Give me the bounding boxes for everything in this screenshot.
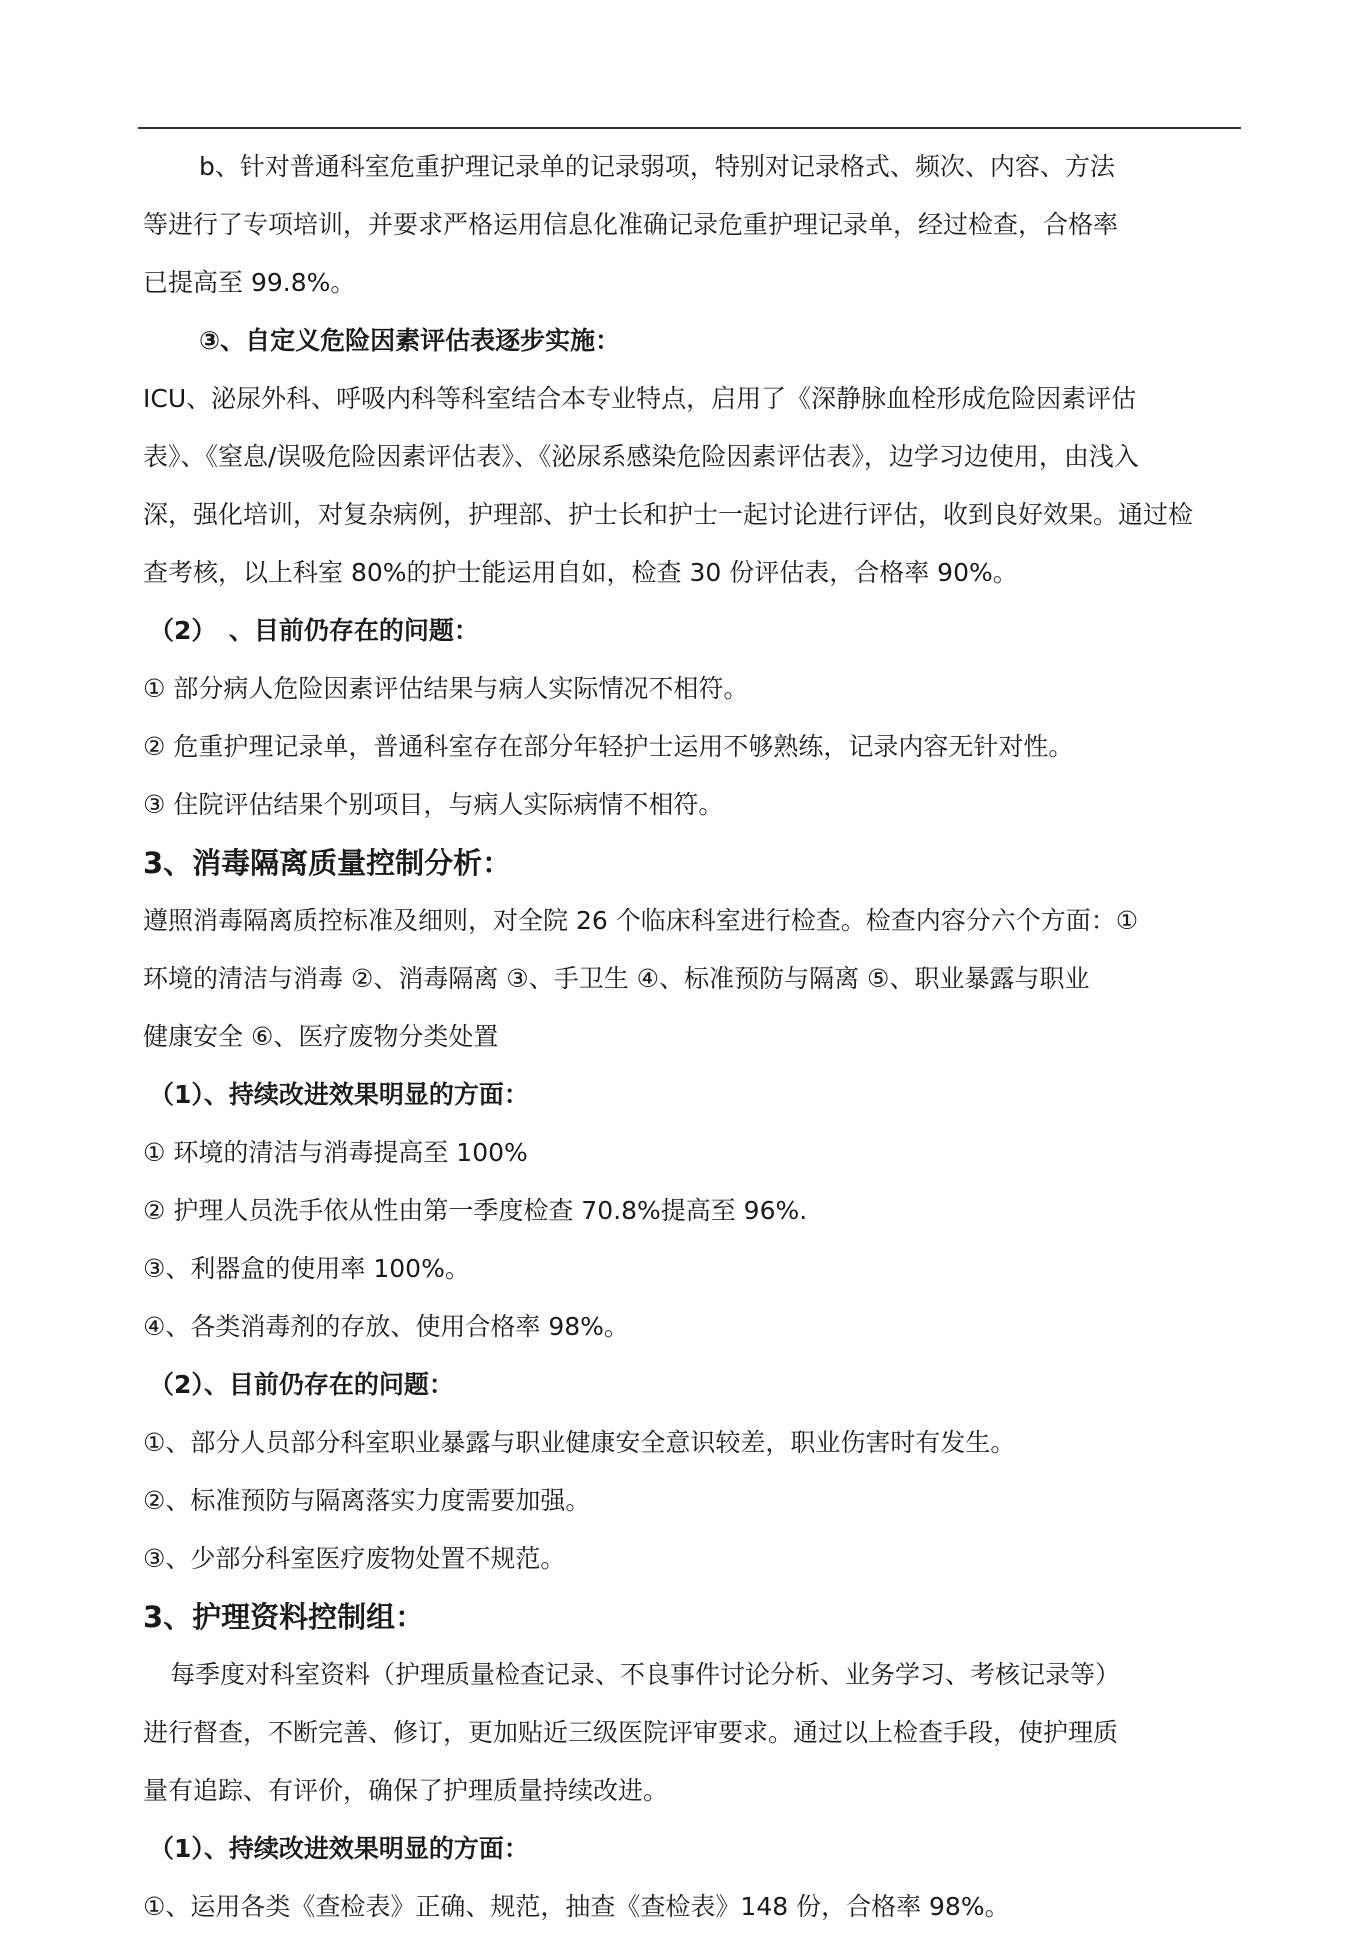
subsection-heading: （2）、目前仍存在的问题： [149, 1370, 454, 1399]
text-line: 已提高至 99.8%。 [143, 268, 356, 297]
text-line: ①、运用各类《查检表》正确、规范，抽查《查检表》148 份，合格率 98%。 [143, 1892, 1010, 1921]
text-line: 查考核，以上科室 80%的护士能运用自如，检查 30 份评估表，合格率 90%。 [143, 558, 1018, 587]
text-line: 等进行了专项培训，并要求严格运用信息化准确记录危重护理记录单，经过检查，合格率 [143, 210, 1119, 239]
text-line: ICU、泌尿外科、呼吸内科等科室结合本专业特点，启用了《深静脉血栓形成危险因素评估 [143, 384, 1137, 413]
text-line: ①、部分人员部分科室职业暴露与职业健康安全意识较差，职业伤害时有发生。 [143, 1428, 1016, 1457]
text-line: ③ 住院评估结果个别项目，与病人实际病情不相符。 [143, 790, 724, 819]
subsection-heading: （2） 、目前仍存在的问题： [149, 616, 479, 645]
text-line: ④、各类消毒剂的存放、使用合格率 98%。 [143, 1312, 629, 1341]
section-heading: 3、消毒隔离质量控制分析： [143, 846, 512, 880]
text-line: 量有追踪、有评价，确保了护理质量持续改进。 [143, 1776, 669, 1805]
text-line: 深，强化培训，对复杂病例，护理部、护士长和护士一起讨论进行评估，收到良好效果。通过检 [143, 500, 1194, 529]
text-line: ② 护理人员洗手依从性由第一季度检查 70.8%提高至 96%. [143, 1196, 808, 1225]
header-rule [138, 127, 1241, 129]
subsection-heading: （1）、持续改进效果明显的方面： [149, 1080, 529, 1109]
text-line: ③、利器盒的使用率 100%。 [143, 1254, 470, 1283]
text-line: ① 部分病人危险因素评估结果与病人实际情况不相符。 [143, 674, 749, 703]
text-line: 环境的清洁与消毒 ②、消毒隔离 ③、手卫生 ④、标准预防与隔离 ⑤、职业暴露与职业 [143, 964, 1090, 993]
section-heading: 3、护理资料控制组： [143, 1600, 425, 1634]
subsection-heading: ③、自定义危险因素评估表逐步实施： [199, 326, 621, 355]
subsection-heading: （1）、持续改进效果明显的方面： [149, 1834, 529, 1863]
document-body [143, 138, 1243, 1936]
text-line: 遵照消毒隔离质控标准及细则，对全院 26 个临床科室进行检查。检查内容分六个方面：① [143, 906, 1139, 935]
text-line: ① 环境的清洁与消毒提高至 100% [143, 1138, 528, 1167]
text-line: b、针对普通科室危重护理记录单的记录弱项，特别对记录格式、频次、内容、方法 [199, 152, 1115, 181]
text-line: ③、少部分科室医疗废物处置不规范。 [143, 1544, 566, 1573]
text-line: ② 危重护理记录单，普通科室存在部分年轻护士运用不够熟练，记录内容无针对性。 [143, 732, 1074, 761]
text-line: 健康安全 ⑥、医疗废物分类处置 [143, 1022, 499, 1051]
text-line: 进行督查，不断完善、修订，更加贴近三级医院评审要求。通过以上检查手段，使护理质 [143, 1718, 1119, 1747]
text-line: ②、标准预防与隔离落实力度需要加强。 [143, 1486, 591, 1515]
text-line: 每季度对科室资料（护理质量检查记录、不良事件讨论分析、业务学习、考核记录等） [170, 1660, 1121, 1689]
text-line: 表》、《窒息/误吸危险因素评估表》、《泌尿系感染危险因素评估表》，边学习边使用，由浅入 [143, 442, 1139, 471]
